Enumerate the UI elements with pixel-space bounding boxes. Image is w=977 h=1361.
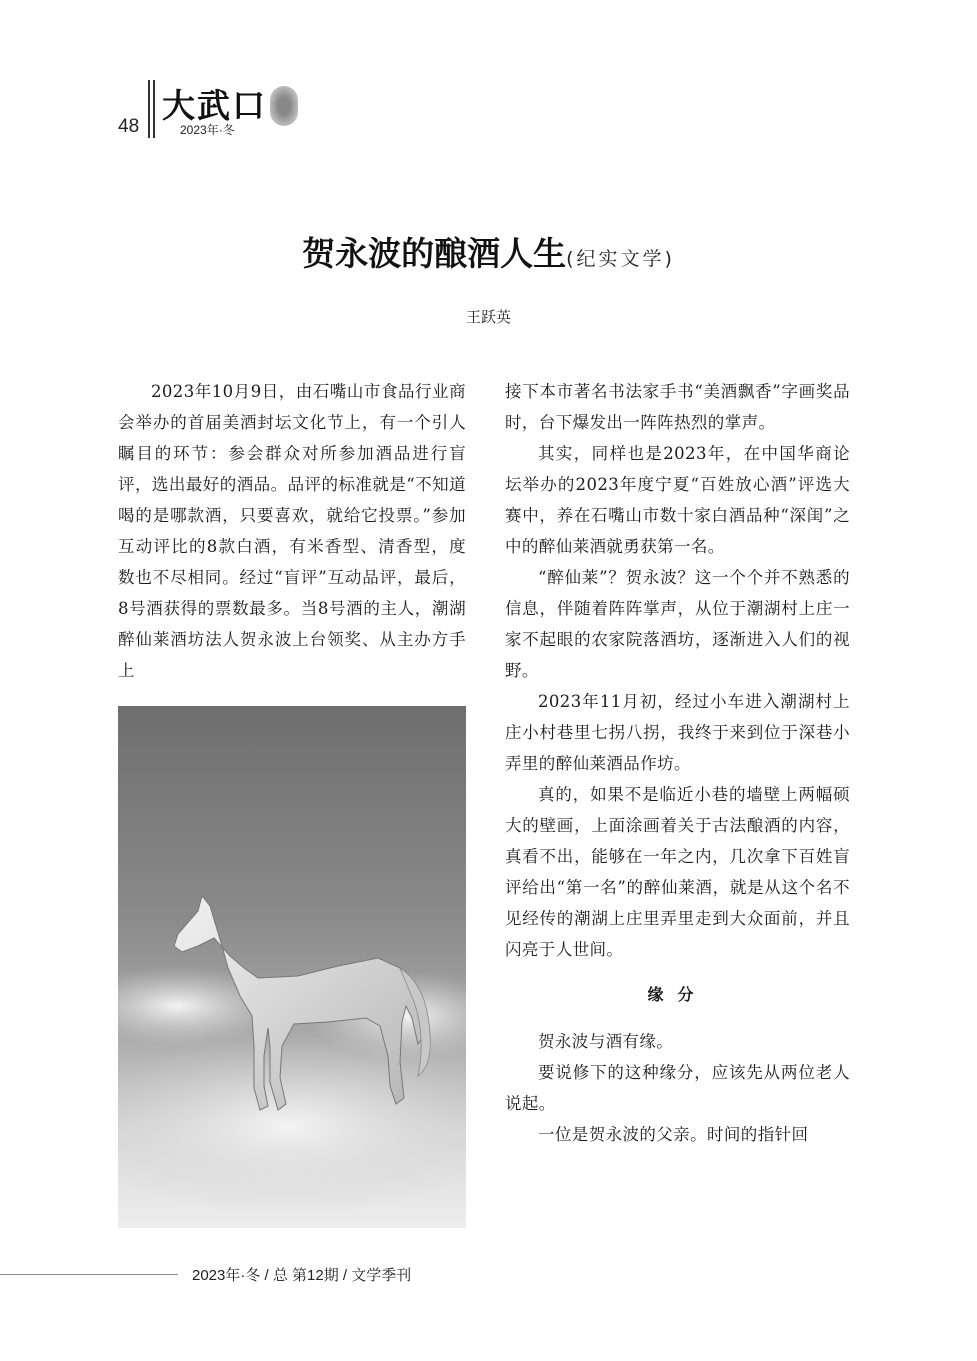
paragraph: 2023年11月初，经过小车进入潮湖村上庄小村巷里七拐八拐，我终于来到位于深巷小弄里的醉仙莱酒品作坊。: [505, 692, 850, 773]
paragraph: 真的，如果不是临近小巷的墙壁上两幅硕大的壁画，上面涂画着关于古法酿酒的内容，真看不出，能够在一年之内，几次拿下百姓盲评给出“第一名”的醉仙莱酒，就是从这个名不见经传的潮湖上庄里弄里走到大众面前，并且闪亮于人世间。: [505, 785, 850, 959]
header-divider: [153, 80, 155, 138]
footer-issue-info: 2023年·冬 / 总 第12期 / 文学季刊: [192, 1267, 412, 1284]
journal-masthead: 大武口: [162, 86, 267, 125]
paragraph: 其实，同样也是2023年，在中国华商论坛举办的2023年度宁夏“百姓放心酒”评选大赛中，养在石嘴山市数十家白酒品种“深闺”之中的醉仙莱酒就勇获第一名。: [505, 444, 850, 556]
paragraph: 接下本市著名书法家手书“美酒飘香”字画奖品时，台下爆发出一阵阵热烈的掌声。: [505, 382, 850, 432]
genre-tag: (纪实文学): [566, 248, 675, 270]
section-heading: 缘分: [647, 985, 708, 1004]
horse-painting-image: [118, 706, 466, 1228]
paragraph: 要说修下的这种缘分，应该先从两位老人说起。: [505, 1063, 850, 1113]
paragraph: 贺永波与酒有缘。: [538, 1032, 674, 1051]
header-issue: 2023年·冬: [180, 123, 235, 137]
seal-icon: [270, 86, 298, 126]
paragraph: 2023年10月9日，由石嘴山市食品行业商会举办的首届美酒封坛文化节上，有一个引人瞩目的环节：参会群众对所参加酒品进行盲评，选出最好的酒品。品评的标准就是“不知道喝的是哪款酒，只要喜欢，就给它投票。”参加互动评比的8款白酒，有米香型、清香型，度数也不尽相同。经过“盲评”互动品评，最后，8号酒获得的票数最多。当8号酒的主人，潮湖醉仙莱酒坊法人贺永波上台领奖、从主办方手上: [118, 382, 466, 680]
right-column: [505, 376, 850, 1150]
paragraph: 一位是贺永波的父亲。时间的指针回: [538, 1125, 809, 1144]
author-name: 王跃英: [465, 308, 511, 326]
page-number: 48: [118, 116, 140, 137]
article-title: 贺永波的酿酒人生: [302, 234, 567, 273]
footer-rule: [0, 1274, 178, 1275]
header-divider: [148, 80, 150, 138]
paragraph: “醉仙莱”？贺永波？这一个个并不熟悉的信息，伴随着阵阵掌声，从位于潮湖村上庄一家不起眼的农家院落酒坊，逐渐进入人们的视野。: [505, 568, 850, 680]
left-column: [118, 376, 466, 686]
article-title-block: [0, 228, 977, 275]
